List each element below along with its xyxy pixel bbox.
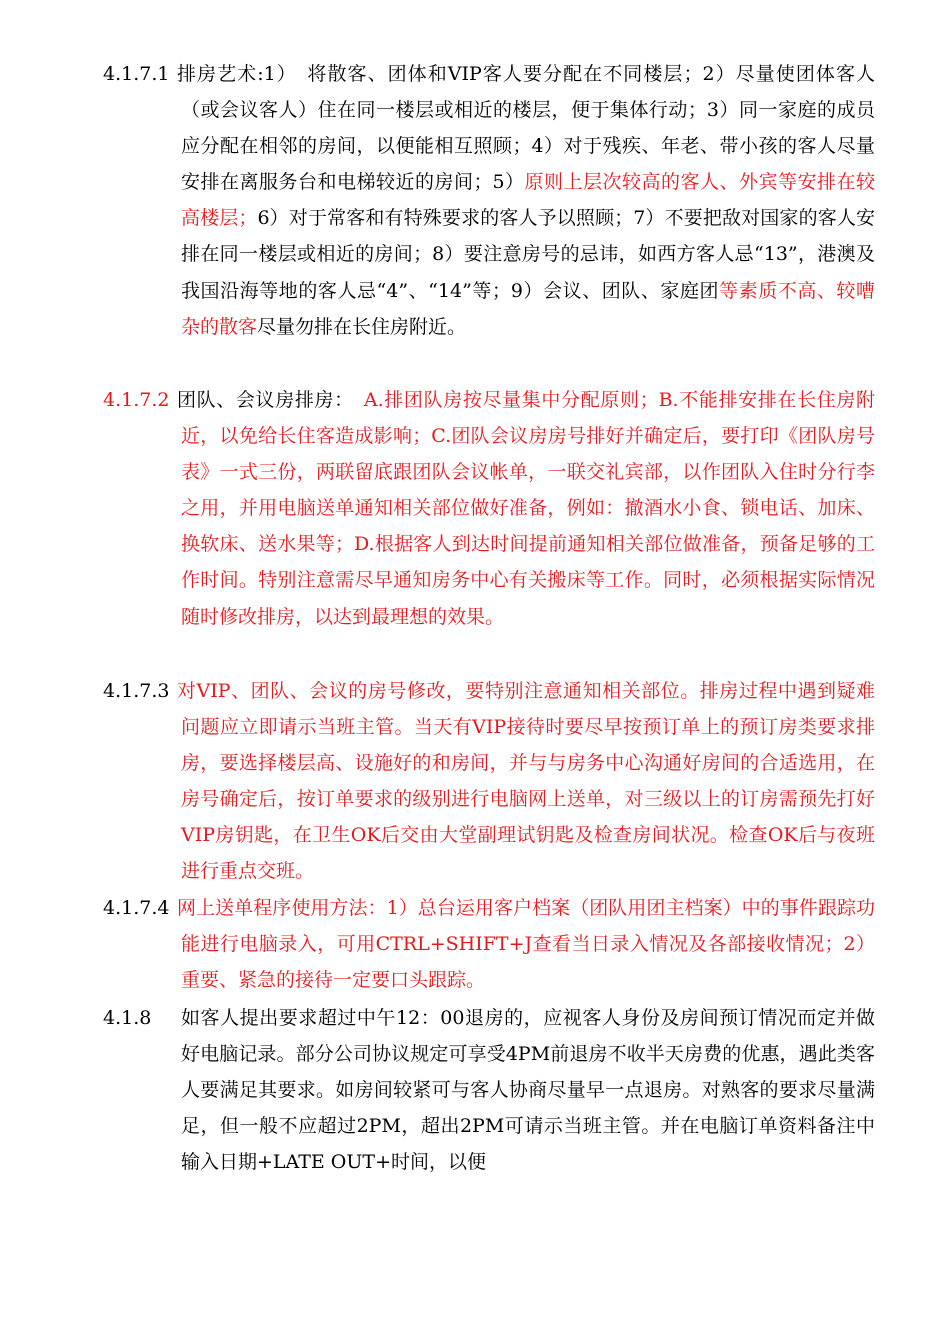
- section-number: 4.1.7.4: [103, 897, 170, 919]
- section-number: 4.1.7.3: [103, 680, 170, 702]
- section-body: [177, 673, 875, 890]
- highlighted-text: A.排团队房按尽量集中分配原则；B.不能排安排在长住房附近，以免给长住客造成影响；C.团队会议房房号排好并确定后，要打印《团队房号表》一式三份，两联留底跟团队会议帐单，一联交礼宾部，以作团队入住时分行李之用，并用电脑送单通知相关部位做好准备，例如：撤酒水小食、锁电话、加床、换软床、送水果等；D.根据客人到达时间提前通知相关部位做准备，预备足够的工作时间。特别注意需尽早通知房务中心有关搬床等工作。同时，必须根据实际情况随时修改排房，以达到最理想的效果。: [181, 389, 875, 628]
- text-segment: 6）对于常客和有特殊要求的客人予以照顾；7）不要把敌对国家的客人安排在同一楼层或相近的房间；8）要注意房号的忌讳，如西方客人忌“13”，港澳及我国沿海等地的客人忌“4”、“14”等；9）会议、团队、家庭团: [181, 207, 875, 302]
- highlighted-text: 原则上层次较高的客人、外宾等安排在较高楼层；: [181, 171, 875, 230]
- section-body: [177, 382, 875, 635]
- section-body: [177, 56, 875, 345]
- section-number: 4.1.7.2: [103, 389, 170, 411]
- text-segment: 尽量勿排在长住房附近。: [257, 315, 467, 338]
- section-body: [181, 1000, 875, 1180]
- highlighted-text: 对VIP、团队、会议的房号修改，要特别注意通知相关部位。排房过程中遇到疑难问题应立即请示当班主管。当天有VIP接待时要尽早按预订单上的预订房类要求排房，要选择楼层高、设施好的和房间，并与与房务中心沟通好房间的合适选用，在房号确定后，按订单要求的级别进行电脑网上送单，对三级以上的订房需预先打好VIP房钥匙，在卫生OK后交由大堂副理试钥匙及检查房间状况。检查OK后与夜班进行重点交班。: [177, 680, 875, 883]
- section-body: [177, 890, 875, 998]
- text-segment: 团队、会议房排房：: [177, 389, 345, 411]
- highlighted-text: 网上送单程序使用方法：1）总台运用客户档案（团队用团主档案）中的事件跟踪功能进行电脑录入，可用CTRL+SHIFT+J查看当日录入情况及各部接收情况；2）重要、紧急的接待一定要口头跟踪。: [177, 897, 875, 992]
- text-segment: 排房艺术:1） 将散客、团体和VIP客人要分配在不同楼层；2）尽量使团体客人（或会议客人）住在同一楼层或相近的楼层，便于集体行动；3）同一家庭的成员应分配在相邻的房间，以便能相互照顾；4）对于残疾、年老、带小孩的客人尽量安排在离服务台和电梯较近的房间；5）: [177, 63, 875, 194]
- section-number: 4.1.8: [103, 1007, 152, 1029]
- section-number: 4.1.7.1: [103, 63, 170, 85]
- highlighted-text: 等素质不高、较嘈杂的散客: [181, 279, 875, 338]
- text-segment: 如客人提出要求超过中午12：00退房的，应视客人身份及房间预订情况而定并做好电脑记录。部分公司协议规定可享受4PM前退房不收半天房费的优惠，遇此类客人要满足其要求。如房间较紧可与客人协商尽量早一点退房。对熟客的要求尽量满足，但一般不应超过2PM，超出2PM可请示当班主管。并在电脑订单资料备注中输入日期+LATE OUT+时间，以便: [181, 1007, 875, 1174]
